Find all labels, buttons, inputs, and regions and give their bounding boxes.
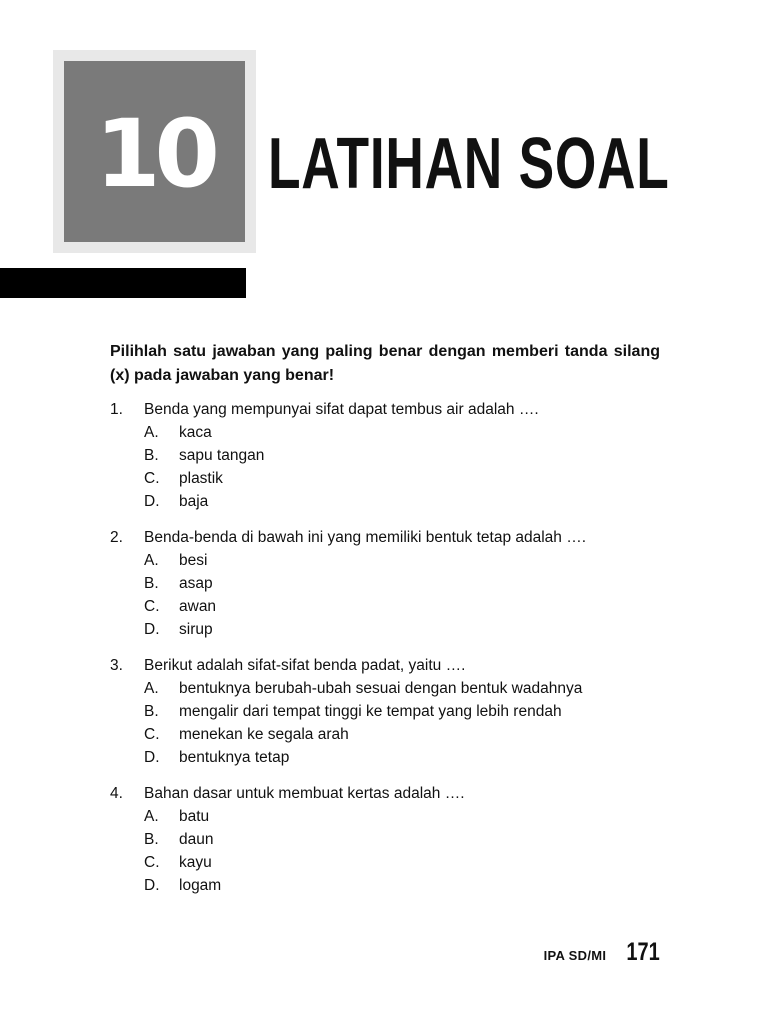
answer-option-a[interactable] (110, 677, 670, 700)
option-letter: D. (144, 621, 160, 638)
option-text: bentuknya berubah-ubah sesuai dengan bentuk wadahnya (179, 680, 583, 697)
answer-option-d[interactable] (110, 874, 670, 897)
question-2 (110, 526, 670, 641)
answer-option-c[interactable] (110, 595, 670, 618)
question-number: 2. (110, 529, 123, 546)
answer-option-d[interactable] (110, 746, 670, 769)
option-text: besi (179, 552, 208, 569)
answer-option-a[interactable] (110, 421, 670, 444)
page-footer (544, 938, 660, 967)
answer-option-d[interactable] (110, 618, 670, 641)
option-letter: A. (144, 808, 159, 825)
option-letter: C. (144, 854, 160, 871)
option-text: mengalir dari tempat tinggi ke tempat yang lebih rendah (179, 703, 562, 720)
question-number: 1. (110, 401, 123, 418)
answer-option-b[interactable] (110, 700, 670, 723)
answer-option-b[interactable] (110, 828, 670, 851)
question-number: 4. (110, 785, 123, 802)
question-list (110, 398, 670, 910)
option-letter: B. (144, 575, 159, 592)
option-letter: D. (144, 749, 160, 766)
option-text: logam (179, 877, 222, 894)
answer-option-b[interactable] (110, 572, 670, 595)
footer-subject: IPA SD/MI (543, 948, 607, 963)
answer-option-a[interactable] (110, 805, 670, 828)
question-number: 3. (110, 657, 123, 674)
chapter-title: LATIHAN SOAL (268, 124, 670, 204)
answer-option-c[interactable] (110, 467, 670, 490)
page-number: 171 (626, 938, 660, 966)
option-text: awan (179, 598, 217, 615)
option-text: kaca (179, 424, 212, 441)
question-text: Benda yang mempunyai sifat dapat tembus air adalah …. (144, 401, 539, 418)
option-letter: D. (144, 493, 160, 510)
answer-option-a[interactable] (110, 549, 670, 572)
answer-option-c[interactable] (110, 851, 670, 874)
question-text: Berikut adalah sifat-sifat benda padat, yaitu …. (144, 657, 466, 674)
option-text: plastik (179, 470, 223, 487)
option-letter: C. (144, 470, 160, 487)
question-text: Bahan dasar untuk membuat kertas adalah …. (144, 785, 465, 802)
option-letter: C. (144, 726, 160, 743)
question-4 (110, 782, 670, 897)
option-text: asap (179, 575, 213, 592)
chapter-number: 10 (95, 99, 214, 209)
chapter-number-box (64, 61, 245, 242)
option-text: menekan ke segala arah (179, 726, 349, 743)
option-letter: A. (144, 680, 159, 697)
option-letter: B. (144, 703, 159, 720)
option-letter: B. (144, 831, 159, 848)
answer-option-b[interactable] (110, 444, 670, 467)
option-letter: D. (144, 877, 160, 894)
question-3 (110, 654, 670, 769)
option-letter: B. (144, 447, 159, 464)
instruction-text: Pilihlah satu jawaban yang paling benar dengan memberi tanda silang (x) pada jawaban yang benar! (110, 343, 660, 384)
option-text: batu (179, 808, 210, 825)
option-text: sapu tangan (179, 447, 265, 464)
option-text: baja (179, 493, 209, 510)
answer-option-d[interactable] (110, 490, 670, 513)
option-letter: A. (144, 424, 159, 441)
question-text: Benda-benda di bawah ini yang memiliki bentuk tetap adalah …. (144, 529, 587, 546)
option-letter: A. (144, 552, 159, 569)
option-text: daun (179, 831, 214, 848)
question-1 (110, 398, 670, 513)
option-text: kayu (179, 854, 212, 871)
option-letter: C. (144, 598, 160, 615)
option-text: sirup (179, 621, 213, 638)
answer-option-c[interactable] (110, 723, 670, 746)
option-text: bentuknya tetap (179, 749, 290, 766)
header-rule-bar (0, 268, 246, 298)
